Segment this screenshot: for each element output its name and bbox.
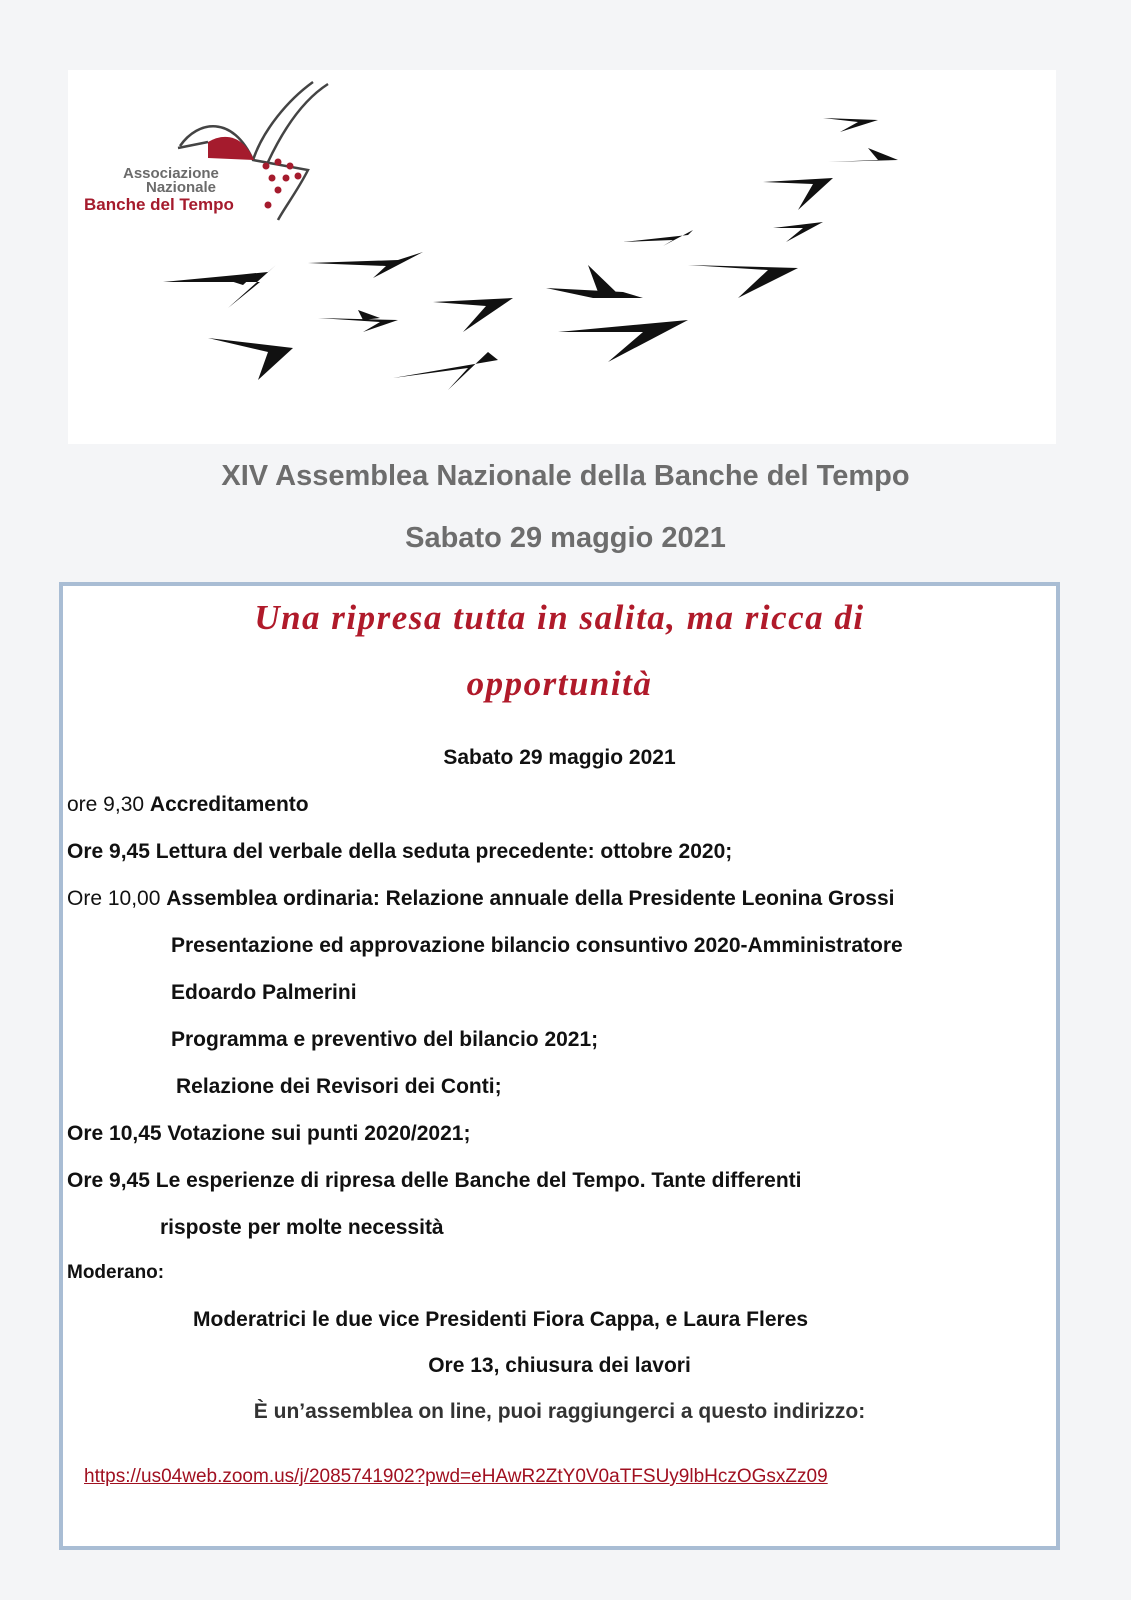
swallow	[433, 298, 513, 332]
program-sub-item: Edoardo Palmerini	[171, 981, 357, 1004]
swallow	[163, 265, 276, 308]
program-experiences-time: Ore 9,45	[67, 1169, 150, 1192]
program-item	[67, 887, 894, 911]
swallows-illustration	[68, 70, 1056, 444]
banner	[68, 70, 1056, 444]
program-sub-item: Presentazione ed approvazione bilancio consuntivo 2020-Amministratore	[171, 934, 903, 957]
program-experiences-text: Le esperienze di ripresa delle Banche del Tempo. Tante differenti	[155, 1169, 802, 1192]
swallow	[688, 265, 798, 298]
program-item	[67, 793, 309, 817]
swallow	[763, 178, 833, 210]
swallow	[773, 222, 823, 242]
swallow	[558, 320, 688, 362]
swallows	[163, 118, 898, 390]
program-vote	[67, 1122, 470, 1146]
closing-time: Ore 13, chiusura dei lavori	[428, 1354, 691, 1377]
logo-red-wedge	[208, 137, 254, 160]
program-vote-text: Votazione sui punti 2020/2021;	[167, 1122, 471, 1145]
program-item	[67, 840, 732, 864]
swallow	[318, 310, 398, 332]
event-title: XIV Assemblea Nazionale della Banche del Tempo	[221, 460, 910, 492]
swallow	[828, 148, 898, 162]
program-item-text: Lettura del verbale della seduta precedente: ottobre 2020;	[155, 840, 733, 863]
event-date: Sabato 29 maggio 2021	[405, 522, 726, 554]
online-note: È un’assemblea on line, puoi raggiungerci a questo indirizzo:	[253, 1400, 866, 1423]
logo-text-line3: Banche del Tempo	[84, 195, 234, 214]
program-experiences	[67, 1169, 801, 1193]
program-experiences-continuation: risposte per molte necessità	[160, 1216, 444, 1239]
moderano-label: Moderano:	[67, 1262, 165, 1283]
swallow	[208, 338, 293, 380]
logo-text-line2: Nazionale	[146, 179, 217, 196]
swallow	[546, 265, 643, 298]
swallow	[393, 352, 498, 390]
logo-text-line1: Associazione	[123, 165, 219, 182]
program-item-text: Assemblea ordinaria: Relazione annuale della Presidente Leonina Grossi	[166, 887, 895, 910]
swallow	[623, 230, 693, 246]
program-item-time: Ore 9,45	[67, 840, 150, 863]
program-vote-time: Ore 10,45	[67, 1122, 162, 1145]
program-sub-item: Programma e preventivo del bilancio 2021;	[171, 1028, 599, 1051]
program-item-time: Ore 10,00	[67, 887, 161, 910]
program-subtitle-line2: opportunità	[466, 664, 653, 703]
swallow	[823, 118, 878, 132]
program-item-text: Accreditamento	[149, 793, 309, 816]
swallow	[308, 252, 423, 278]
program-subtitle-line1: Una ripresa tutta in salita, ma ricca di	[254, 598, 865, 637]
zoom-link[interactable]: https://us04web.zoom.us/j/2085741902?pwd=eHAwR2ZtY0V0aTFSUy9lbHczOGsxZz09	[84, 1466, 828, 1487]
moderators: Moderatrici le due vice Presidenti Fiora Cappa, e Laura Fleres	[193, 1308, 809, 1331]
program-box	[59, 582, 1060, 1550]
program-sub-item: Relazione dei Revisori dei Conti;	[176, 1075, 502, 1098]
program-date: Sabato 29 maggio 2021	[443, 746, 676, 769]
program-item-time: ore 9,30	[67, 793, 145, 816]
